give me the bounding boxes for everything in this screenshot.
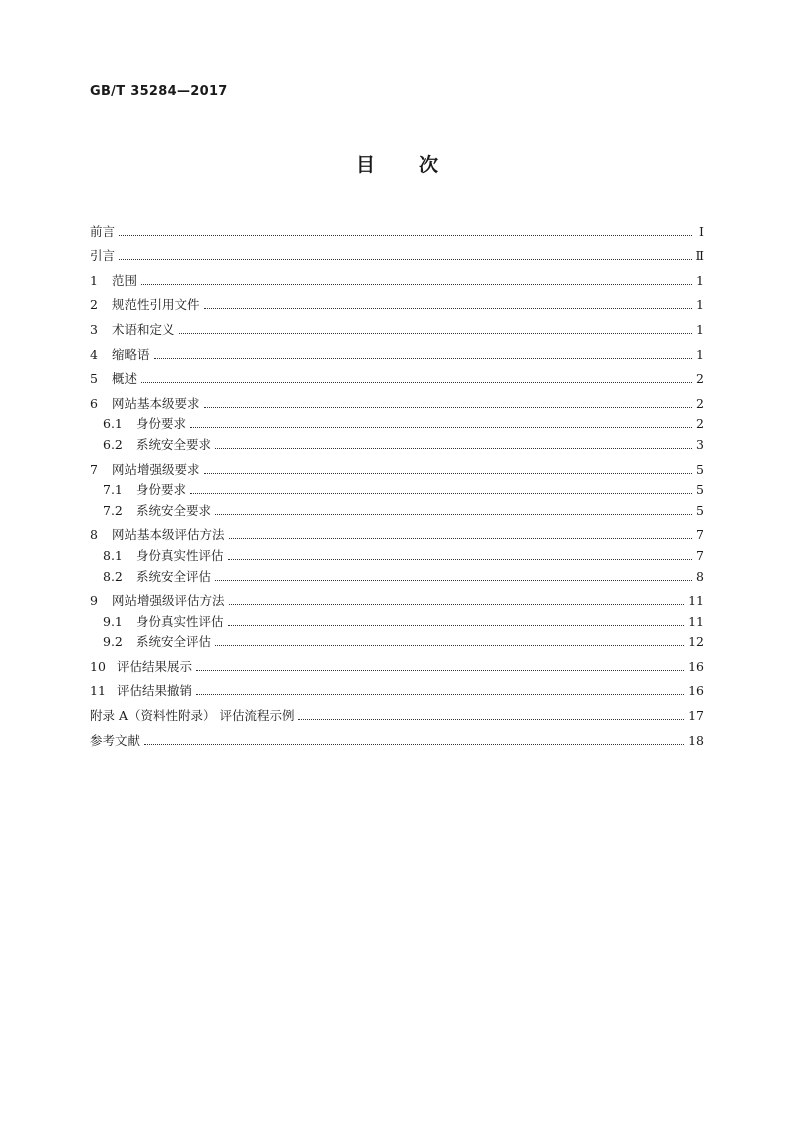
toc-entry-label	[90, 372, 137, 386]
toc-leader-dots	[190, 493, 692, 494]
toc-entry-number: 9.1	[103, 613, 123, 629]
toc-leader-dots	[204, 407, 692, 408]
toc-entry-text: 术语和定义	[112, 321, 175, 337]
toc-entry-text: 网站基本级要求	[112, 395, 200, 411]
toc-entry-page: 18	[688, 732, 704, 748]
standard-code: GB/T 35284—2017	[90, 84, 228, 99]
toc-leader-dots	[190, 427, 692, 428]
toc-entry-number: 10	[90, 658, 106, 674]
toc-entry-6[interactable]	[90, 386, 704, 411]
toc-entry-label	[103, 549, 224, 563]
toc-entry-number: 6.1	[103, 416, 123, 432]
toc-leader-dots	[154, 358, 692, 359]
toc-entry-page: 16	[688, 683, 704, 699]
toc-entry-label: 参考文献	[90, 732, 141, 748]
toc-entry-page: 11	[688, 593, 704, 609]
toc-entry-3[interactable]	[90, 312, 704, 337]
toc-entry-number: 7.1	[103, 482, 123, 498]
toc-entry-text: 评估结果撤销	[117, 683, 193, 699]
toc-leader-dots	[215, 645, 684, 646]
toc-leader-dots	[228, 559, 692, 560]
toc-entry-appendix-a[interactable]	[90, 698, 704, 723]
toc-entry-page: Ⅱ	[695, 248, 704, 264]
toc-leader-dots	[215, 448, 692, 449]
toc-leader-dots	[229, 604, 685, 605]
toc-entry-4[interactable]	[90, 337, 704, 362]
toc-entry-page: 1	[696, 321, 704, 337]
toc-entry-number: 4	[90, 346, 98, 362]
toc-entry-8-1[interactable]	[90, 542, 704, 563]
toc-entry-text: 网站基本级评估方法	[112, 527, 225, 543]
toc-entry-number: 7	[90, 461, 98, 477]
toc-entry-label	[103, 504, 211, 518]
toc-leader-dots	[229, 538, 692, 539]
toc-entry-text: 系统安全要求	[136, 436, 212, 452]
toc-entry-7[interactable]	[90, 452, 704, 477]
toc-entry-label	[90, 660, 192, 674]
toc-entry-number: 8.2	[103, 568, 123, 584]
toc-entry-bibliography[interactable]	[90, 723, 704, 748]
toc-entry-label	[90, 298, 200, 312]
toc-leader-dots	[298, 719, 684, 720]
toc-entry-6-1[interactable]	[90, 411, 704, 432]
toc-entry-11[interactable]	[90, 674, 704, 699]
toc-entry-page: 1	[696, 272, 704, 288]
toc-entry-label	[103, 438, 211, 452]
toc-leader-dots	[204, 308, 692, 309]
toc-entry-foreword[interactable]	[90, 214, 704, 239]
toc-entry-number: 6.2	[103, 436, 123, 452]
toc-entry-label: 附录 A（资料性附录） 评估流程示例	[90, 708, 295, 724]
toc-entry-label: 引言	[90, 248, 116, 264]
toc-leader-dots	[144, 744, 684, 745]
toc-entry-7-1[interactable]	[90, 477, 704, 498]
toc-entry-page: 17	[688, 708, 704, 724]
toc-entry-label	[103, 635, 211, 649]
toc-entry-number: 5	[90, 371, 98, 387]
toc-entry-page: 2	[696, 416, 704, 432]
toc-entry-page: 7	[696, 527, 704, 543]
toc-entry-page: 8	[696, 568, 704, 584]
toc-entry-text: 身份真实性评估	[136, 547, 224, 563]
toc-leader-dots	[179, 333, 692, 334]
toc-entry-label	[90, 397, 200, 411]
toc-entry-number: 8	[90, 527, 98, 543]
toc-leader-dots	[141, 284, 692, 285]
toc-entry-2[interactable]	[90, 288, 704, 313]
toc-entry-label	[90, 528, 225, 542]
toc-entry-number: 3	[90, 321, 98, 337]
toc-entry-number: 1	[90, 272, 98, 288]
toc-entry-number: 2	[90, 297, 98, 313]
toc-entry-text: 概述	[112, 371, 138, 387]
toc-entry-7-2[interactable]	[90, 497, 704, 518]
toc-entry-10[interactable]	[90, 649, 704, 674]
toc-leader-dots	[228, 625, 685, 626]
page-title: 目次	[355, 154, 482, 176]
toc-leader-dots	[119, 259, 691, 260]
toc-entry-text: 评估结果展示	[117, 658, 193, 674]
toc-entry-page: 2	[696, 371, 704, 387]
toc-entry-8-2[interactable]	[90, 563, 704, 584]
toc-entry-introduction[interactable]	[90, 239, 704, 264]
toc-leader-dots	[215, 514, 692, 515]
toc-entry-label	[90, 323, 175, 337]
toc-leader-dots	[196, 694, 684, 695]
toc-entry-page: 5	[696, 461, 704, 477]
toc-entry-label	[103, 417, 186, 431]
toc-entry-text: 系统安全要求	[136, 502, 212, 518]
toc-entry-number: 9.2	[103, 634, 123, 650]
toc-entry-text: 缩略语	[112, 346, 150, 362]
toc-entry-text: 系统安全评估	[136, 568, 212, 584]
toc-entry-label	[90, 348, 150, 362]
toc-leader-dots	[119, 235, 692, 236]
toc-entry-label: 前言	[90, 223, 116, 239]
toc-entry-number: 11	[90, 683, 106, 699]
toc-entry-text: 身份要求	[136, 416, 187, 432]
toc-entry-number: 9	[90, 593, 98, 609]
toc-entry-label	[103, 615, 224, 629]
toc-entry-page: 2	[696, 395, 704, 411]
toc-entry-6-2[interactable]	[90, 431, 704, 452]
table-of-contents	[90, 214, 704, 748]
toc-entry-text: 身份要求	[136, 482, 187, 498]
toc-entry-page: 5	[696, 482, 704, 498]
toc-entry-page: 12	[688, 634, 704, 650]
toc-leader-dots	[215, 580, 692, 581]
toc-entry-text: 身份真实性评估	[136, 613, 224, 629]
toc-entry-text: 网站增强级要求	[112, 461, 200, 477]
toc-entry-label	[90, 274, 137, 288]
toc-leader-dots	[196, 670, 684, 671]
toc-entry-page: 1	[696, 346, 704, 362]
toc-entry-number: 6	[90, 395, 98, 411]
toc-entry-page: Ⅰ	[699, 223, 704, 239]
toc-entry-9-1[interactable]	[90, 608, 704, 629]
toc-entry-label	[90, 684, 192, 698]
toc-leader-dots	[141, 382, 692, 383]
toc-entry-1[interactable]	[90, 263, 704, 288]
toc-entry-number: 8.1	[103, 547, 123, 563]
toc-entry-number: 7.2	[103, 502, 123, 518]
toc-entry-label	[90, 463, 200, 477]
toc-entry-text: 范围	[112, 272, 138, 288]
toc-entry-label	[90, 594, 225, 608]
toc-entry-page: 16	[688, 658, 704, 674]
toc-entry-5[interactable]	[90, 362, 704, 387]
toc-entry-label	[103, 483, 186, 497]
toc-entry-label	[103, 570, 211, 584]
toc-entry-8[interactable]	[90, 518, 704, 543]
toc-entry-9-2[interactable]	[90, 629, 704, 650]
toc-entry-page: 5	[696, 502, 704, 518]
toc-entry-page: 7	[696, 547, 704, 563]
toc-leader-dots	[204, 473, 692, 474]
toc-entry-text: 网站增强级评估方法	[112, 593, 225, 609]
toc-entry-page: 11	[688, 613, 704, 629]
toc-entry-text: 规范性引用文件	[112, 297, 200, 313]
toc-entry-9[interactable]	[90, 584, 704, 609]
toc-entry-page: 1	[696, 297, 704, 313]
toc-entry-text: 系统安全评估	[136, 634, 212, 650]
toc-entry-page: 3	[696, 436, 704, 452]
